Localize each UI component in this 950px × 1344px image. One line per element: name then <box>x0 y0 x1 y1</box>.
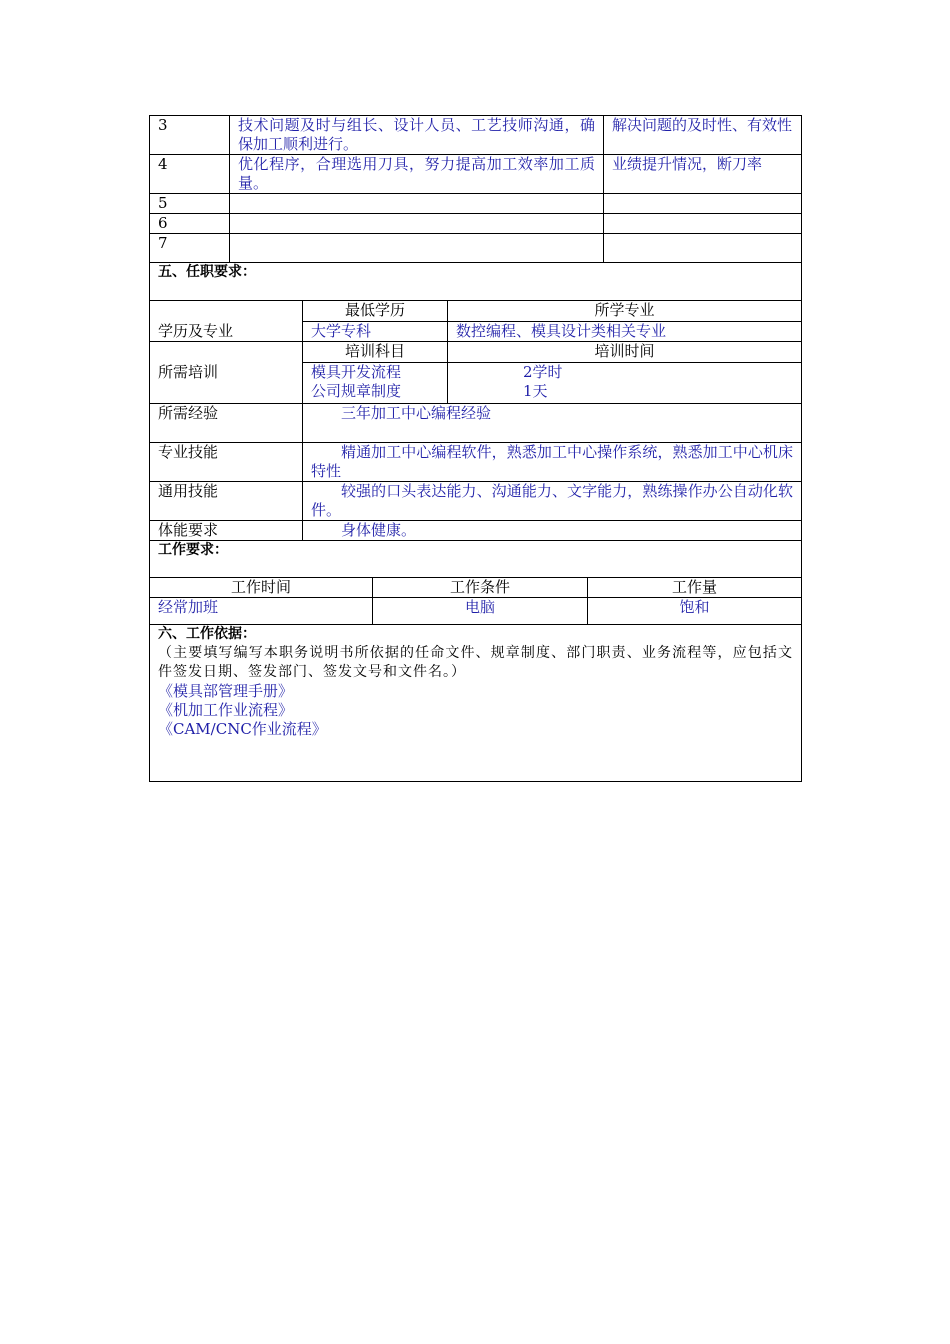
training-subject: 公司规章制度 <box>311 382 402 400</box>
duty-content <box>230 214 604 234</box>
major-value: 数控编程、模具设计类相关专业 <box>448 322 802 342</box>
table-row <box>150 443 802 482</box>
basis-document: 《CAM/CNC作业流程》 <box>158 720 327 738</box>
work-condition-value: 电脑 <box>373 598 588 625</box>
table-row <box>150 155 802 194</box>
duty-number: 4 <box>150 155 230 194</box>
education-label: 学历及专业 <box>150 301 303 342</box>
section6-cell <box>150 625 802 782</box>
training-label: 所需培训 <box>150 342 303 404</box>
major-header: 所学专业 <box>448 301 802 322</box>
experience-value: 三年加工中心编程经验 <box>303 404 802 443</box>
duty-number: 6 <box>150 214 230 234</box>
basis-document: 《机加工作业流程》 <box>158 701 294 719</box>
physical-label: 体能要求 <box>150 521 303 541</box>
work-requirements-title-table <box>149 540 802 578</box>
duty-content: 技术问题及时与组长、设计人员、工艺技师沟通，确保加工顺利进行。 <box>230 116 604 155</box>
table-row <box>150 404 802 443</box>
work-time-value: 经常加班 <box>150 598 373 625</box>
work-requirements-table <box>149 577 802 625</box>
workload-header: 工作量 <box>588 578 802 598</box>
training-time-header: 培训时间 <box>448 342 802 363</box>
job-description-document <box>149 115 802 782</box>
table-row <box>150 214 802 234</box>
training-subject-header: 培训科目 <box>303 342 448 363</box>
duty-number: 7 <box>150 234 230 263</box>
table-row <box>150 194 802 214</box>
section6-table <box>149 624 802 782</box>
duty-standard <box>604 214 802 234</box>
min-education-value: 大学专科 <box>303 322 448 342</box>
table-row <box>150 342 802 363</box>
duty-number: 3 <box>150 116 230 155</box>
requirements-table <box>149 300 802 541</box>
duties-table <box>149 115 802 263</box>
section6-title: 六、工作依据： <box>158 626 256 642</box>
duty-content <box>230 234 604 263</box>
duty-content <box>230 194 604 214</box>
table-row <box>150 521 802 541</box>
section6-note: （主要填写编写本职务说明书所依据的任命文件、规章制度、部门职责、业务流程等，应包括文件签发日期、签发部门、签发文号和文件名。） <box>158 645 793 680</box>
work-time-header: 工作时间 <box>150 578 373 598</box>
duty-standard: 业绩提升情况，断刀率 <box>604 155 802 194</box>
table-row <box>150 578 802 598</box>
table-row <box>150 116 802 155</box>
duty-number: 5 <box>150 194 230 214</box>
table-row <box>150 234 802 263</box>
table-row <box>150 301 802 322</box>
basis-document: 《模具部管理手册》 <box>158 682 294 700</box>
pro-skills-value: 精通加工中心编程软件，熟悉加工中心操作系统，熟悉加工中心机床特性 <box>303 443 802 482</box>
training-subjects <box>303 363 448 404</box>
duty-content: 优化程序，合理选用刀具，努力提高加工效率加工质量。 <box>230 155 604 194</box>
training-time: 2学时 <box>523 363 563 381</box>
min-education-header: 最低学历 <box>303 301 448 322</box>
section5-title: 五、任职要求： <box>150 263 802 301</box>
pro-skills-label: 专业技能 <box>150 443 303 482</box>
general-skills-value: 较强的口头表达能力、沟通能力、文字能力，熟练操作办公自动化软件。 <box>303 482 802 521</box>
experience-label: 所需经验 <box>150 404 303 443</box>
table-row <box>150 598 802 625</box>
general-skills-label: 通用技能 <box>150 482 303 521</box>
workload-value: 饱和 <box>588 598 802 625</box>
work-condition-header: 工作条件 <box>373 578 588 598</box>
training-time: 1天 <box>523 382 548 400</box>
duty-standard: 解决问题的及时性、有效性 <box>604 116 802 155</box>
duty-standard <box>604 194 802 214</box>
table-row <box>150 482 802 521</box>
section5-header-table <box>149 262 802 301</box>
physical-value: 身体健康。 <box>303 521 802 541</box>
work-requirements-title: 工作要求： <box>150 541 802 578</box>
duty-standard <box>604 234 802 263</box>
training-times <box>448 363 802 404</box>
training-subject: 模具开发流程 <box>311 363 402 381</box>
